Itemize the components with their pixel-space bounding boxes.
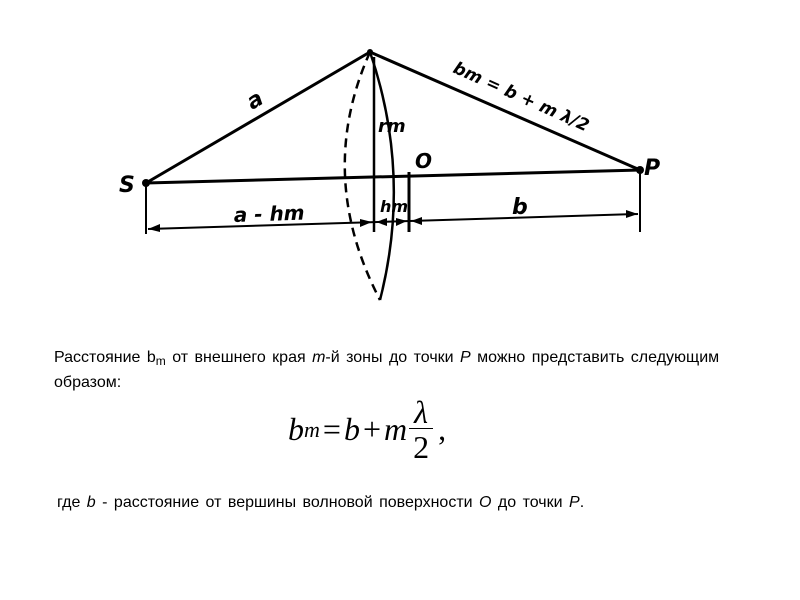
label-bm-formula: bm = b + m λ/2 [449,58,593,137]
paragraph-b-description [57,492,757,514]
para1-text-d: можно представить следующим образом: [54,349,720,391]
formula-lambda: λ [414,394,429,430]
para2-P: P [569,494,580,511]
formula-fraction [409,396,433,463]
formula-equals: = [322,411,341,447]
label-a: a [242,86,268,116]
point-P [636,166,644,174]
label-a-minus-hm: a - hm [233,200,305,227]
label-b: b [512,195,528,220]
para2-O: O [479,494,492,511]
formula-sub-m: m [304,416,320,442]
formula-b: b [288,411,304,447]
para2-text-d: до точки [491,494,570,511]
para1-text-a: Расстояние b [54,349,156,366]
para2-text-c: - расстояние от вершины волновой поверхности [95,494,480,511]
para1-text-b: от внешнего края [165,349,313,366]
para1-m: m [312,349,326,366]
point-S [142,179,150,187]
arrow-O-left [411,217,422,225]
paragraph-bm-description [54,347,754,394]
line-S-to-apex [146,52,370,183]
para2-text-a: где [57,494,87,511]
arrow-right [626,210,638,218]
arrow-hm-left [376,218,387,226]
para1-text-c: -й зоны до точки [325,349,461,366]
formula-two: 2 [409,428,433,463]
label-O: O [415,149,433,173]
label-hm: hm [380,197,409,216]
formula-comma: , [438,411,447,447]
para2-b: b [86,494,96,511]
line-apex-to-P [370,52,640,170]
label-P: P [644,156,661,181]
label-rm: rm [378,116,406,137]
formula-bm [288,396,449,463]
para2-text-e: . [579,494,585,511]
point-apex [367,49,373,55]
para1-P: P [460,349,471,366]
formula-plus: + [362,411,381,447]
label-S: S [119,173,135,198]
formula-b2: b [343,411,360,447]
para1-sub-m: m [155,354,166,368]
formula-m: m [383,411,408,447]
